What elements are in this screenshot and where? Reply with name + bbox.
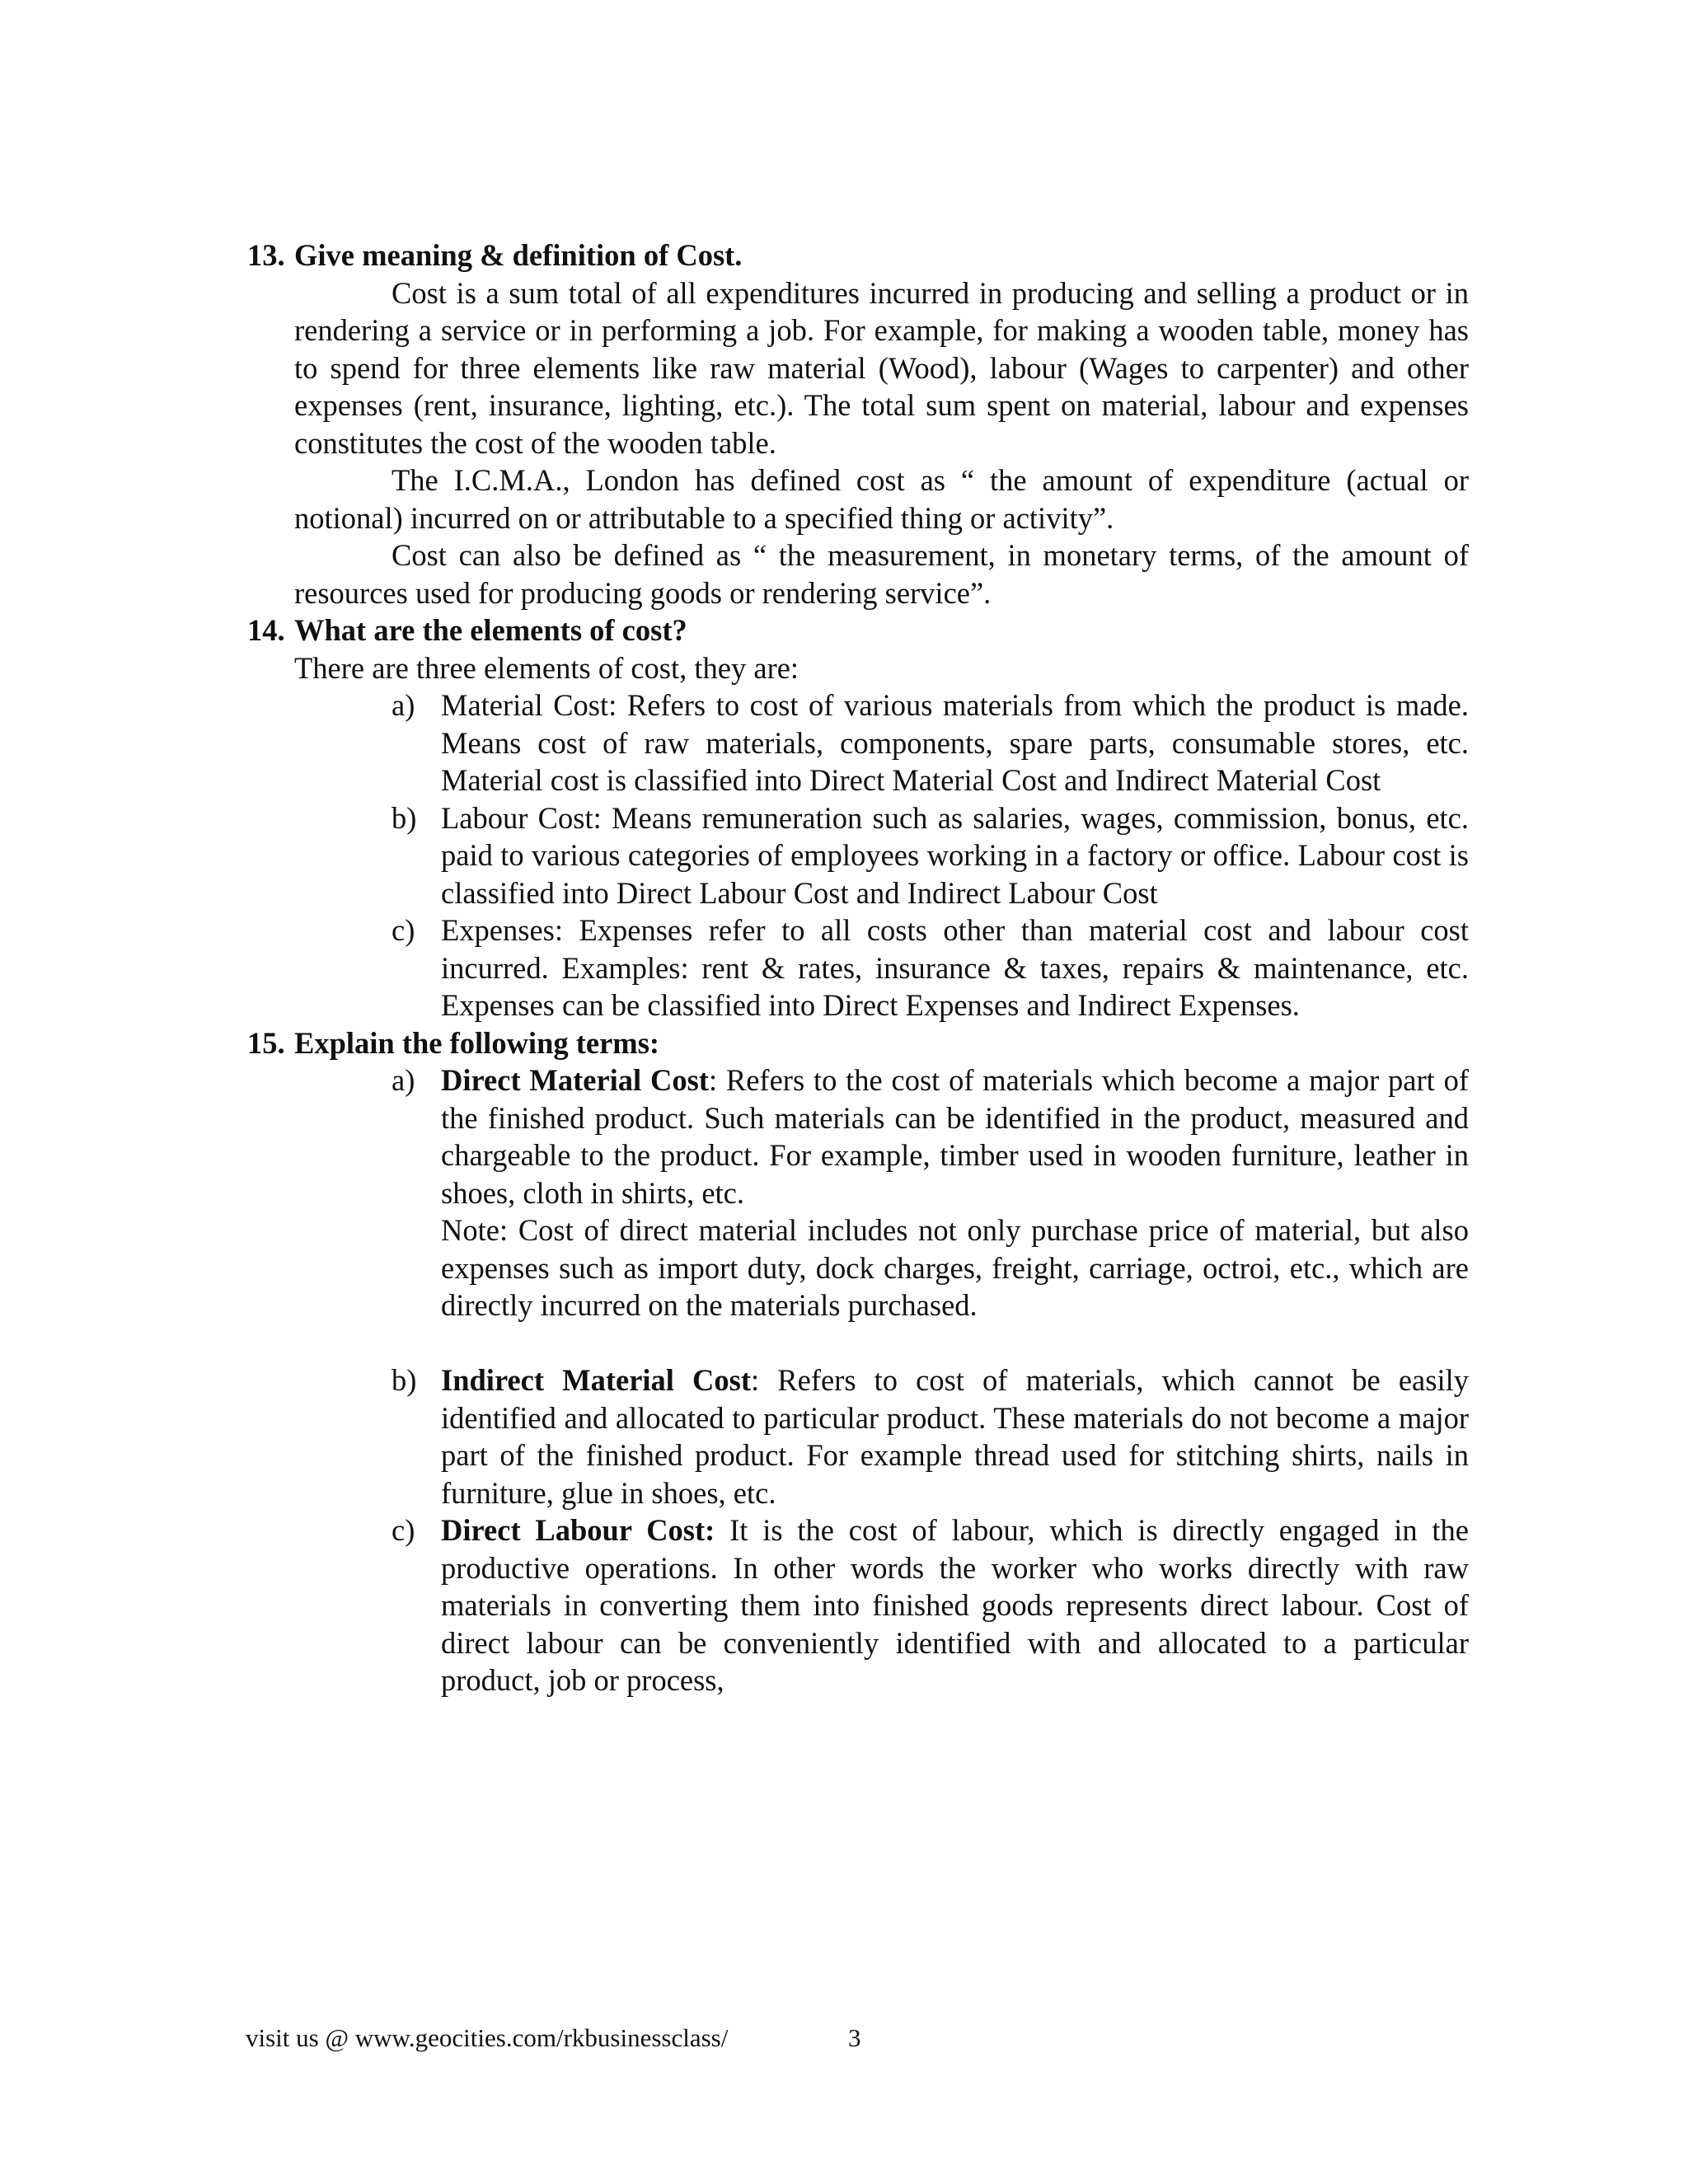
list-marker: b) <box>392 1363 417 1397</box>
term-name: Direct Labour Cost: <box>441 1513 715 1547</box>
list-marker: c) <box>392 913 415 947</box>
list-item-body <box>441 1361 1469 1511</box>
list-marker: a) <box>392 688 415 722</box>
list-marker: a) <box>392 1063 415 1097</box>
list-item <box>392 1062 1469 1324</box>
term-note: Note: Cost of direct material includes not only purchase price of material, but also expenses such as import duty, dock charges, freight, carriage, octroi, etc., which are directly incurred on the materials purchased. <box>441 1213 1469 1322</box>
term-name: Indirect Material Cost <box>441 1363 752 1397</box>
spacer <box>294 1324 1469 1362</box>
question-13-paragraph-3: Cost can also be defined as “ the measurement, in monetary terms, of the amount of resources used for producing goods or rendering service”. <box>294 538 1469 610</box>
question-14-intro: There are three elements of cost, they are: <box>294 650 799 685</box>
term-text: It is the cost of labour, which is directly engaged in the productive operations. In other words the worker who works directly with raw materials in converting them into finished goods represents direct labour. Cost of direct labour can be conveniently identified with and allocated to a particular product, job or process, <box>441 1513 1469 1697</box>
list-item <box>392 799 1469 912</box>
list-item-text: Material Cost: Refers to cost of various materials from which the product is made. Means cost of raw materials, components, spare parts, consumable stores, etc. Material cost is classified into Direct Material Cost and Indirect Material Cost <box>441 688 1469 797</box>
term-name: Direct Material Cost <box>441 1063 709 1097</box>
question-13-number: 13. <box>247 238 285 272</box>
question-14-heading <box>247 612 1469 649</box>
list-item-text: Expenses: Expenses refer to all costs other than material cost and labour cost incurred. Examples: rent & rates, insurance & taxes, repairs & maintenance, etc. Expenses can be classified into Direct Expenses and Indirect Expenses. <box>441 913 1469 1022</box>
term-definition <box>441 1063 1469 1210</box>
list-marker: b) <box>392 800 417 835</box>
terms-list <box>294 1062 1469 1699</box>
question-13-title: Give meaning & definition of Cost. <box>294 238 743 272</box>
list-item-text: Labour Cost: Means remuneration such as salaries, wages, commission, bonus, etc. paid to various categories of employees working in a factory or office. Labour cost is classified into Direct Labour Cost and Indirect Labour Cost <box>441 800 1469 910</box>
list-marker: c) <box>392 1513 415 1547</box>
question-13-paragraph-1: Cost is a sum total of all expenditures incurred in producing and selling a product or in rendering a service or in performing a job. For example, for making a wooden table, money has to spend for three elements like raw material (Wood), labour (Wages to carpenter) and other expenses (rent, insurance, lighting, etc.). The total sum spent on material, labour and expenses constitutes the cost of the wooden table. <box>294 275 1469 460</box>
term-text: : Refers to cost of materials, which cannot be easily identified and allocated to particular product. These materials do not become a major part of the finished product. For example thread used for stitching shirts, nails in furniture, glue in shoes, etc. <box>441 1363 1469 1510</box>
list-item-body <box>441 1062 1469 1324</box>
list-item <box>392 912 1469 1024</box>
question-13-heading <box>247 237 1469 274</box>
list-item <box>392 1511 1469 1699</box>
list-item <box>392 1361 1469 1511</box>
list-item-body <box>441 1511 1469 1699</box>
question-13-paragraph-2: The I.C.M.A., London has defined cost as “ the amount of expenditure (actual or notional) incurred on or attributable to a specified thing or activity”. <box>294 463 1469 535</box>
page-content <box>247 237 1470 1699</box>
page-number: 3 <box>848 2023 861 2052</box>
question-14-title: What are the elements of cost? <box>294 613 687 647</box>
elements-of-cost-list <box>294 687 1469 1024</box>
list-item <box>392 687 1469 799</box>
question-15-heading <box>247 1024 1469 1062</box>
question-15-title: Explain the following terms: <box>294 1025 660 1060</box>
page-footer <box>246 2022 861 2055</box>
footer-text: visit us @ www.geocities.com/rkbusinessclass/ <box>246 2023 729 2052</box>
question-14-number: 14. <box>247 613 285 647</box>
term-text: : Refers to the cost of materials which become a major part of the finished product. Such materials can be identified in the product, measured and chargeable to the product. For example, timber used in wooden furniture, leather in shoes, cloth in shirts, etc. <box>441 1063 1470 1210</box>
question-15-number: 15. <box>247 1025 285 1060</box>
